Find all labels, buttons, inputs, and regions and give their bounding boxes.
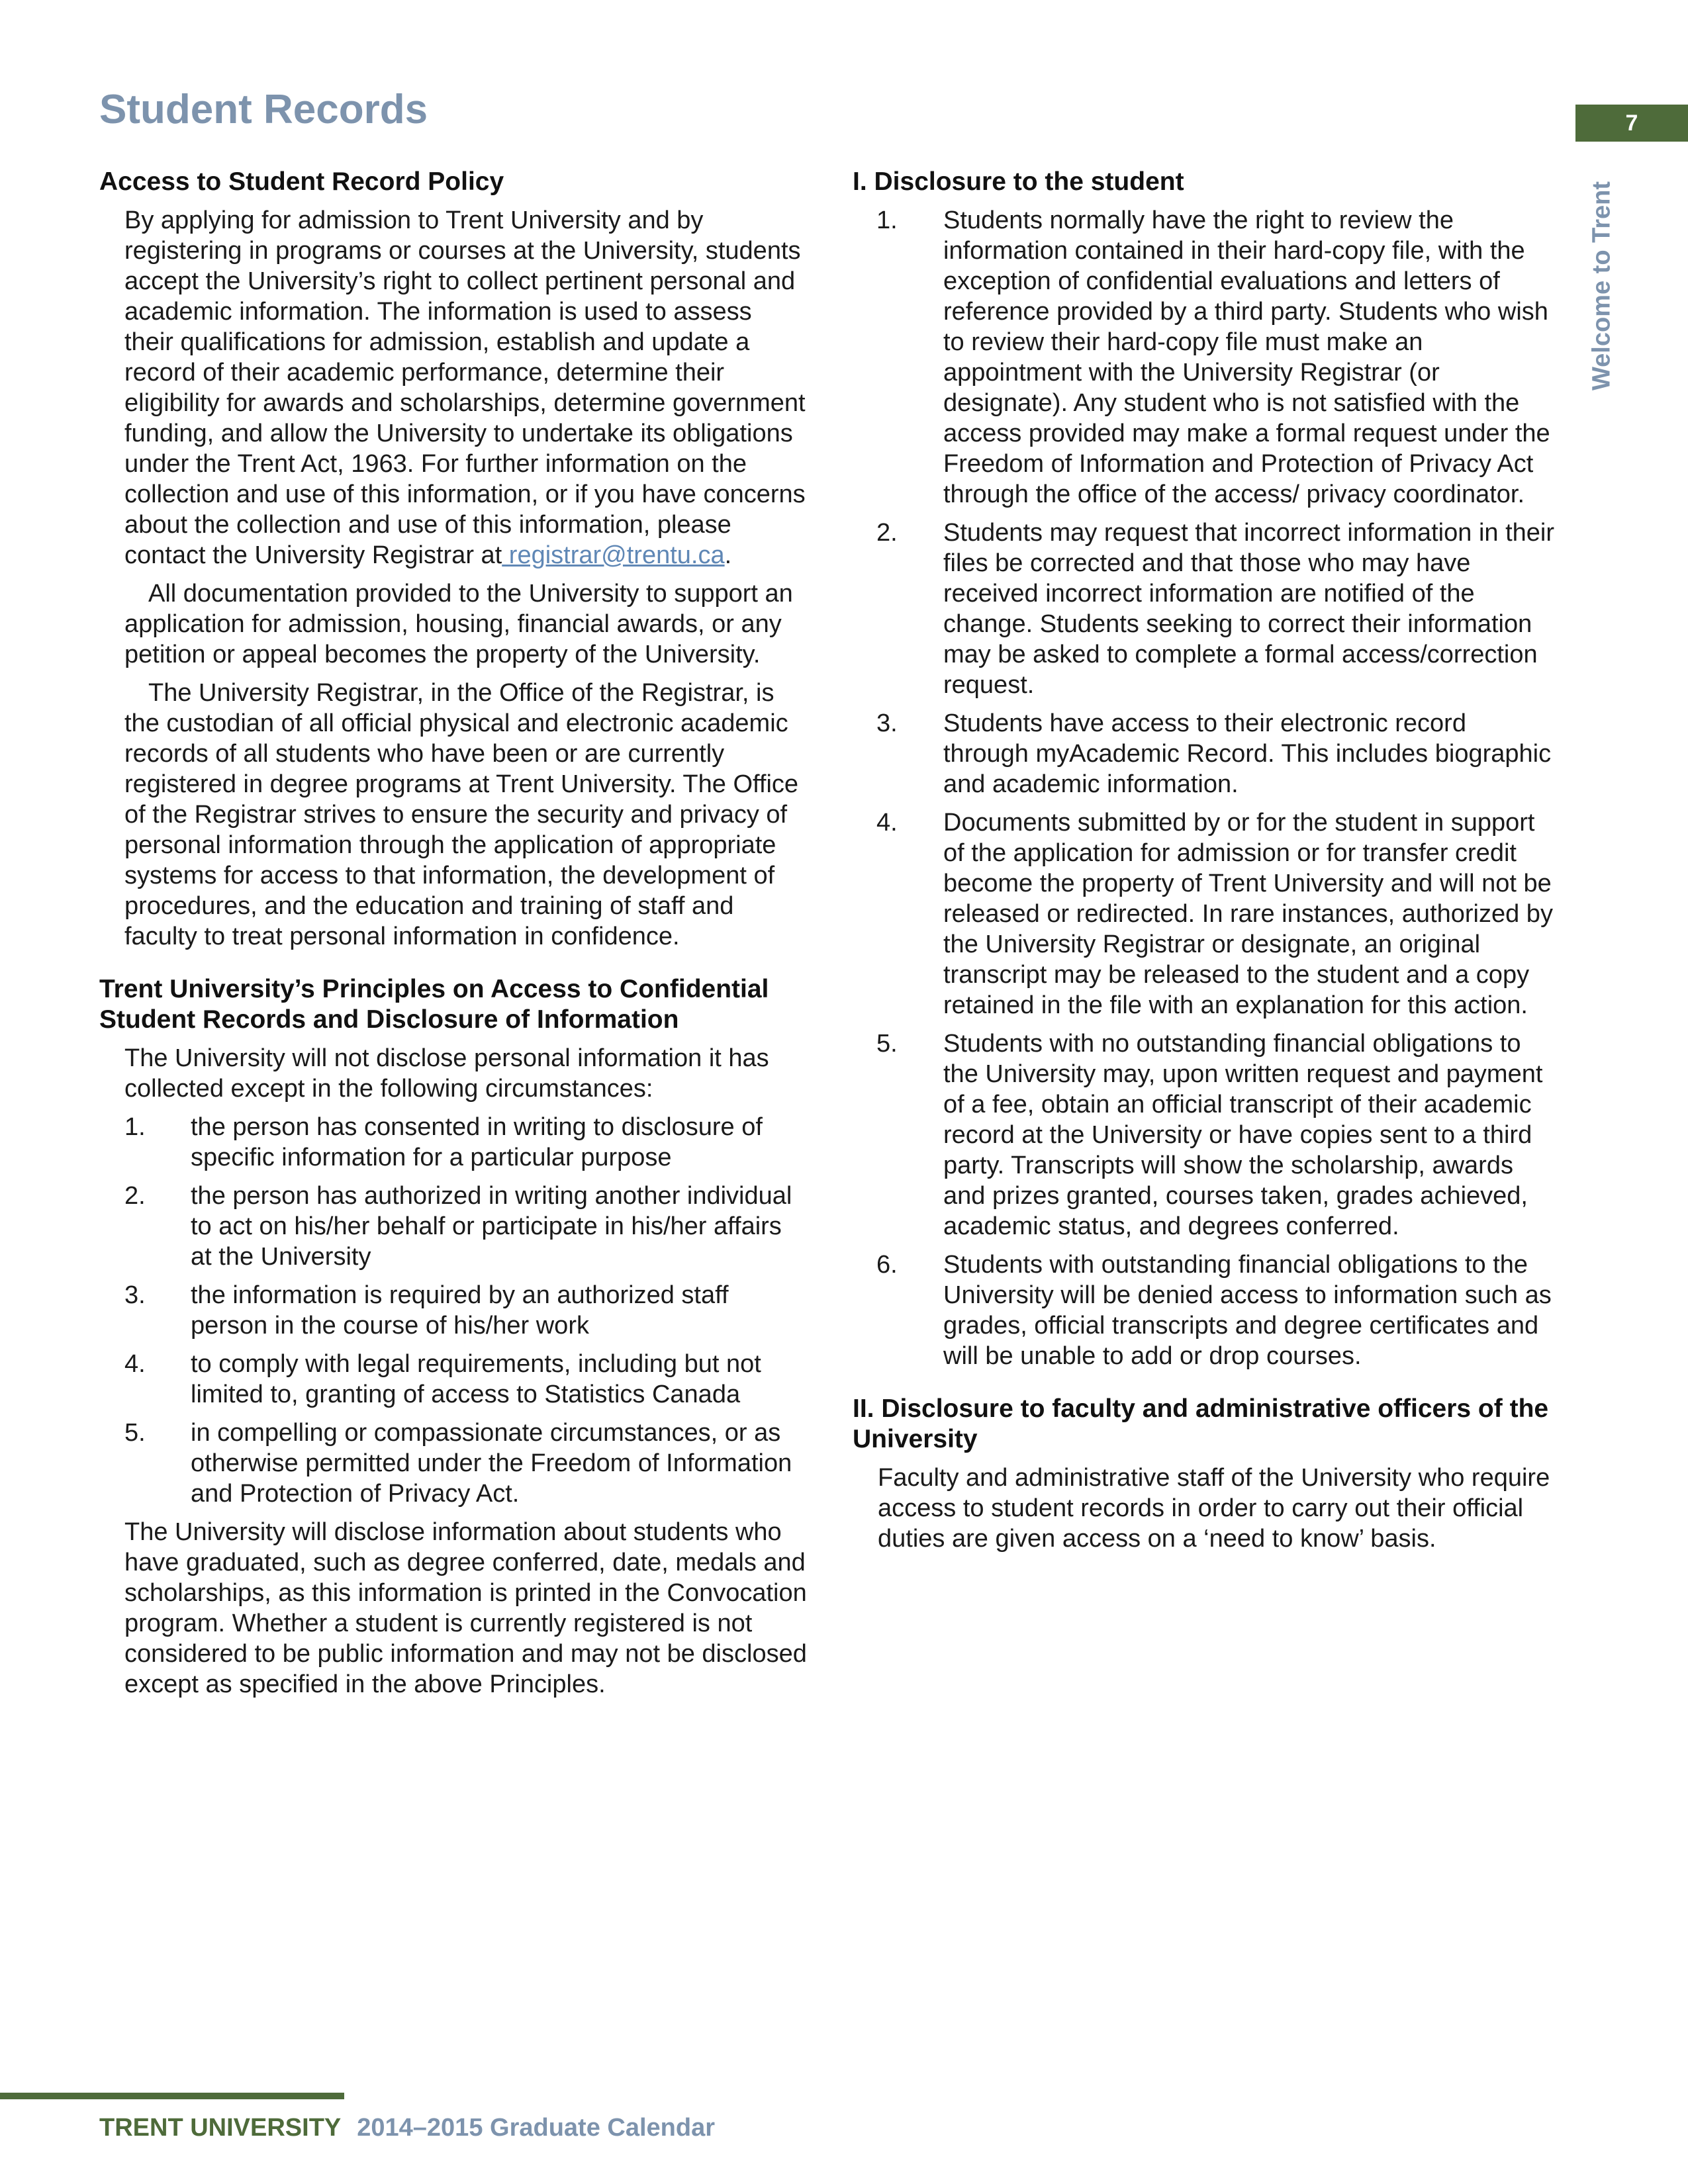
list-item-number: 5.	[876, 1030, 898, 1058]
side-tab	[1585, 170, 1618, 402]
faculty-disclosure-heading: II. Disclosure to faculty and administrative officers of the University	[853, 1394, 1549, 1453]
list-item-number: 3.	[876, 709, 898, 737]
list-item-number: 5.	[124, 1419, 146, 1447]
student-disclosure-list	[853, 205, 1558, 1371]
list-item-text: the information is required by an authorized staff person in the course of his/her work	[191, 1281, 729, 1340]
list-item-text: the person has consented in writing to disclosure of specific information for a particular purpose	[191, 1113, 763, 1171]
right-column	[853, 167, 1558, 1554]
list-item	[853, 1028, 1558, 1242]
list-item-number: 3.	[124, 1281, 146, 1309]
list-item	[99, 1112, 808, 1173]
list-item-number: 1.	[124, 1113, 146, 1141]
list-item-number: 6.	[876, 1251, 898, 1279]
list-item	[853, 807, 1558, 1021]
list-item	[853, 518, 1558, 700]
list-item-text: to comply with legal requirements, including but not limited to, granting of access to Statistics Canada	[191, 1350, 761, 1408]
policy-paragraph-1-end: .	[724, 541, 732, 569]
list-item	[853, 708, 1558, 799]
list-item-number: 1.	[876, 206, 898, 234]
policy-paragraph-2: All documentation provided to the University to support an application for admission, housing, financial awards, or any petition or appeal becomes the property of the University.	[124, 580, 793, 668]
list-item-text: Students normally have the right to review the information contained in their hard-copy file, with the exception of confidential evaluations and letters of reference provided by a third party. Students who wish to review their hard-copy file must make an appointment with the University Registrar (or designate). Any student who is not satisfied with the access provided may make a formal request under the Freedom of Information and Protection of Privacy Act through the office of the access/ privacy coordinator.	[943, 206, 1550, 508]
principles-heading: Trent University’s Principles on Access to Confidential Student Records and Disclosure of Information	[99, 975, 769, 1034]
list-item	[99, 1349, 808, 1410]
list-item-text: in compelling or compassionate circumstances, or as otherwise permitted under the Freedom of Information and Protection of Privacy Act.	[191, 1419, 792, 1508]
policy-heading: Access to Student Record Policy	[99, 167, 504, 196]
footer	[99, 2114, 715, 2142]
list-item-text: Students with no outstanding financial obligations to the University may, upon written request and payment of a fee, obtain an official transcript of their academic record at the University or have copies sent to a third party. Transcripts will show the scholarship, awards and prizes granted, courses taken, grades achieved, academic status, and degrees conferred.	[943, 1030, 1543, 1240]
policy-paragraph-1	[99, 205, 808, 570]
list-item-text: Documents submitted by or for the student in support of the application for admission or for transfer credit become the property of Trent University and will not be released or redirected. In rare instances, authorized by the University Registrar or designate, an original transcript may be released to the student and a copy retained in the file with an explanation for this action.	[943, 809, 1553, 1019]
list-item-text: the person has authorized in writing another individual to act on his/her behalf or participate in his/her affairs at the University	[191, 1182, 792, 1271]
list-item	[99, 1280, 808, 1341]
list-item-text: Students have access to their electronic record through myAcademic Record. This includes biographic and academic information.	[943, 709, 1552, 798]
policy-paragraph-3: The University Registrar, in the Office of the Registrar, is the custodian of all official physical and electronic academic records of all students who have been or are currently registered in degree programs at Trent University. The Office of the Registrar strives to ensure the security and privacy of personal information through the application of appropriate systems for access to that information, the development of procedures, and the education and training of staff and faculty to treat personal information in confidence.	[124, 679, 799, 950]
registrar-email-link[interactable]: registrar@trentu.ca	[502, 541, 725, 569]
list-item	[99, 1181, 808, 1272]
footer-rule	[0, 2093, 344, 2099]
principles-outro: The University will disclose information about students who have graduated, such as degree conferred, date, medals and scholarships, as this information is printed in the Convocation program. Whether a student is currently registered is not considered to be public information and may not be disclosed except as specified in the above Principles.	[124, 1518, 807, 1698]
student-disclosure-heading: I. Disclosure to the student	[853, 167, 1184, 196]
faculty-disclosure-paragraph: Faculty and administrative staff of the University who require access to student records in order to carry out their official duties are given access on a ‘need to know’ basis.	[878, 1464, 1550, 1553]
policy-paragraph-1-text: By applying for admission to Trent University and by registering in programs or courses at the University, students accept the University’s right to collect pertinent personal and academic information. The information is used to assess their qualifications for admission, establish and update a record of their academic performance, determine their eligibility for awards and scholarships, determine government funding, and allow the University to undertake its obligations under the Trent Act, 1963. For further information on the collection and use of this information, or if you have concerns about the collection and use of this information, please contact the University Registrar at	[124, 206, 806, 569]
side-tab-label: Welcome to Trent	[1587, 181, 1616, 391]
list-item-number: 2.	[124, 1182, 146, 1210]
list-item-number: 4.	[124, 1350, 146, 1378]
list-item	[853, 205, 1558, 510]
footer-calendar: 2014–2015 Graduate Calendar	[357, 2114, 716, 2142]
left-column	[99, 167, 808, 1700]
list-item-number: 4.	[876, 809, 898, 837]
page-number: 7	[1575, 105, 1688, 142]
list-item-text: Students may request that incorrect information in their files be corrected and that those who may have received incorrect information are notified of the change. Students seeking to correct their information may be asked to complete a formal access/correction request.	[943, 519, 1555, 699]
principles-list	[99, 1112, 808, 1509]
list-item-text: Students with outstanding financial obligations to the University will be denied access to information such as grades, official transcripts and degree certificates and will be unable to add or drop courses.	[943, 1251, 1552, 1370]
list-item	[99, 1418, 808, 1509]
list-item-number: 2.	[876, 519, 898, 547]
list-item	[853, 1250, 1558, 1371]
page-title: Student Records	[99, 87, 428, 132]
principles-intro: The University will not disclose personal information it has collected except in the following circumstances:	[124, 1044, 769, 1103]
footer-university: TRENT UNIVERSITY	[99, 2114, 342, 2142]
